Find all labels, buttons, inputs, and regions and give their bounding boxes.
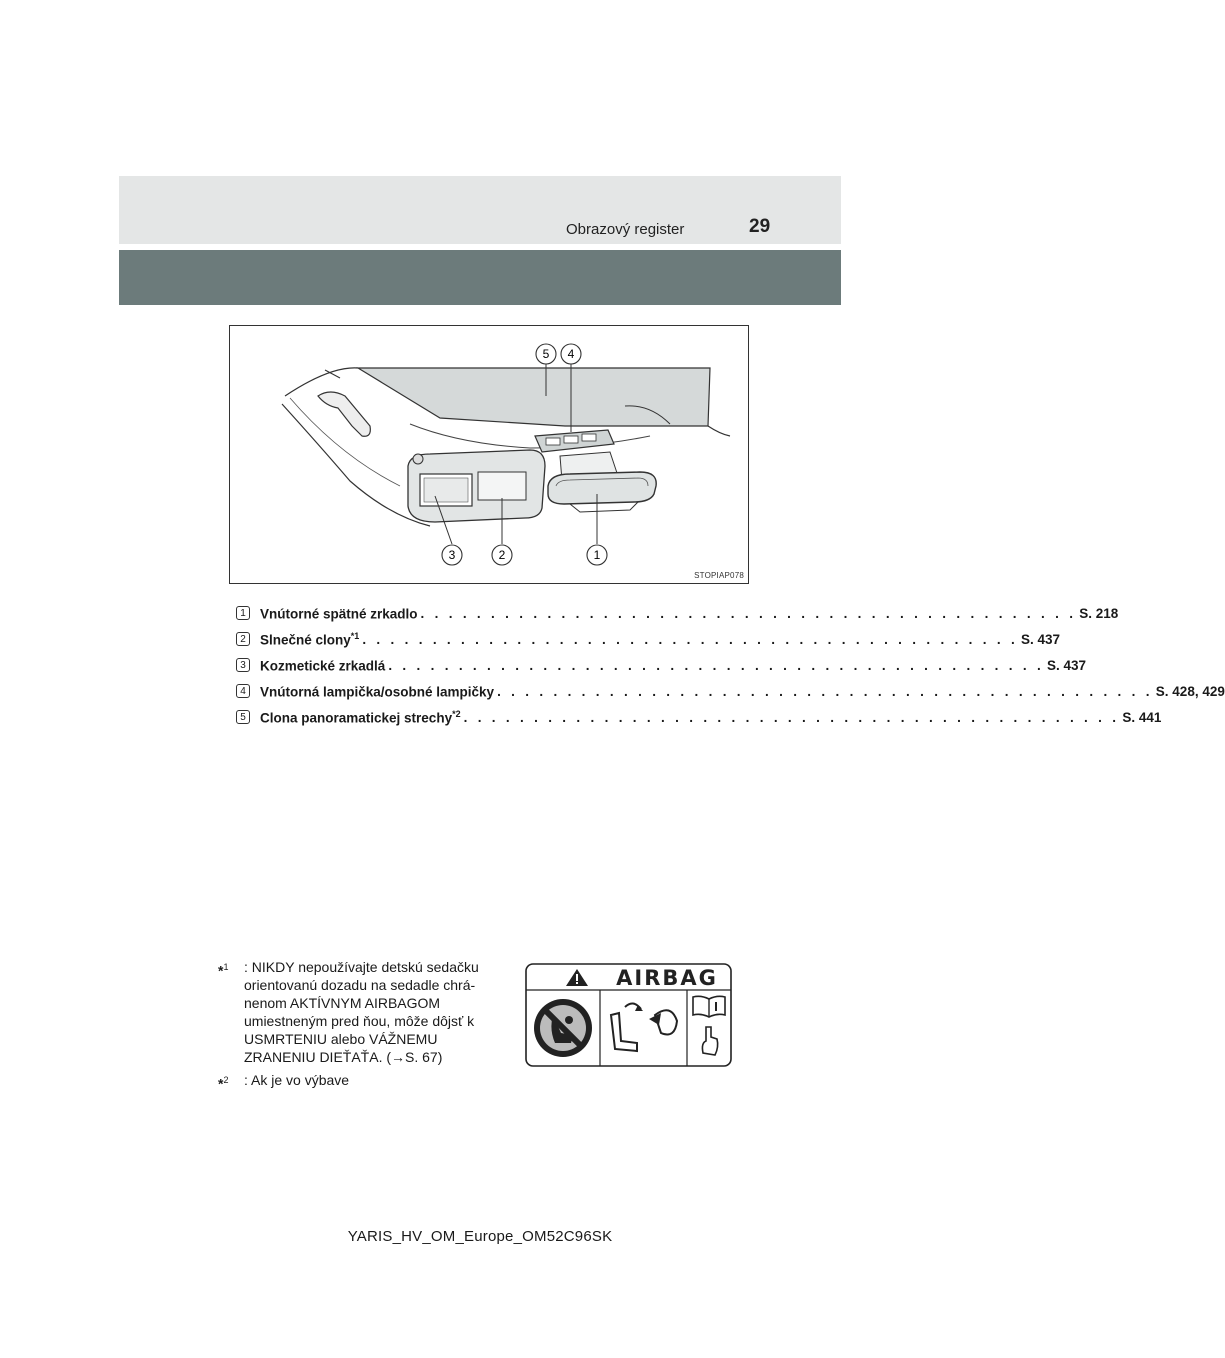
page-reference[interactable]: S. 437 <box>1021 631 1061 647</box>
leader-dots: . . . . . . . . . . . . . . . . . . . . . . . . . . . . . . . . . . . . . . . . . . . . . . . <box>497 683 1153 699</box>
callout-5 <box>536 344 556 364</box>
airbag-warning-label <box>525 963 732 1067</box>
item-label: Clona panoramatickej strechy$^{*2}$ <box>260 708 461 726</box>
callout-1 <box>587 545 607 565</box>
list-item[interactable] <box>236 704 1162 730</box>
svg-text:3: 3 <box>448 548 456 562</box>
page-reference[interactable]: S. 218 <box>1079 605 1119 621</box>
section-title: Obrazový register <box>566 221 685 238</box>
svg-text:4: 4 <box>567 347 575 361</box>
list-item[interactable] <box>236 678 1225 704</box>
header-band <box>119 250 841 305</box>
item-number: 4 <box>236 684 250 698</box>
list-item[interactable] <box>236 626 1061 652</box>
item-label: Vnútorná lampička/osobné lampičky <box>260 684 495 700</box>
footnotes <box>218 958 508 1098</box>
page-reference[interactable]: S. 437 <box>1047 657 1087 673</box>
figure-code: STOPIAP078 <box>694 571 744 580</box>
no-rear-facing-child-seat-icon <box>534 999 592 1057</box>
interior-figure <box>229 325 749 584</box>
item-label: Vnútorné spätné zrkadlo <box>260 606 418 622</box>
leader-dots: . . . . . . . . . . . . . . . . . . . . . . . . . . . . . . . . . . . . . . . . . . . . . . . <box>388 657 1045 673</box>
item-label: Kozmetické zrkadlá <box>260 658 386 674</box>
svg-text:5: 5 <box>542 347 550 361</box>
leader-dots: . . . . . . . . . . . . . . . . . . . . . . . . . . . . . . . . . . . . . . . . . . . . . . . <box>463 709 1120 725</box>
callout-3 <box>442 545 462 565</box>
header-bar <box>119 176 841 244</box>
leader-dots: . . . . . . . . . . . . . . . . . . . . . . . . . . . . . . . . . . . . . . . . . . . . . . . <box>362 631 1019 647</box>
footnote-text: : Ak je vo výbave <box>244 1072 350 1088</box>
callout-2 <box>492 545 512 565</box>
footnote-text: : NIKDY nepoužívajte detskú sedačku orientovanú dozadu na sedadle chrá- nenom AKTÍVNYM AIRBAGOM umiestneným pred ňou, môže dôjsť k USMRTENIU alebo VÁŽNEMU ZRANENIU DIEŤAŤA. (→S. 67) <box>244 959 479 1065</box>
footnote-marker: *$^1$ <box>218 962 229 979</box>
document-code: YARIS_HV_OM_Europe_OM52C96SK <box>347 1228 613 1245</box>
page-reference[interactable]: S. 428, 429 <box>1155 683 1225 699</box>
footnote-1 <box>218 958 508 1066</box>
interior-illustration <box>230 326 750 585</box>
item-list <box>236 600 1225 730</box>
page-reference[interactable]: S. 441 <box>1122 709 1162 725</box>
item-number: 2 <box>236 632 250 646</box>
item-number: 1 <box>236 606 250 620</box>
list-item[interactable] <box>236 600 1119 626</box>
airbag-title: AIRBAG <box>616 966 718 990</box>
footnote-marker: *$^2$ <box>218 1075 229 1092</box>
callout-4 <box>561 344 581 364</box>
leader-dots: . . . . . . . . . . . . . . . . . . . . . . . . . . . . . . . . . . . . . . . . . . . . . . . <box>420 605 1077 621</box>
list-item[interactable] <box>236 652 1087 678</box>
footnote-2 <box>218 1071 508 1093</box>
item-label: Slnečné clony$^{*1}$ <box>260 630 360 648</box>
item-number: 3 <box>236 658 250 672</box>
svg-text:1: 1 <box>593 548 601 562</box>
svg-text:2: 2 <box>498 548 506 562</box>
page-number: 29 <box>749 216 771 237</box>
item-number: 5 <box>236 710 250 724</box>
